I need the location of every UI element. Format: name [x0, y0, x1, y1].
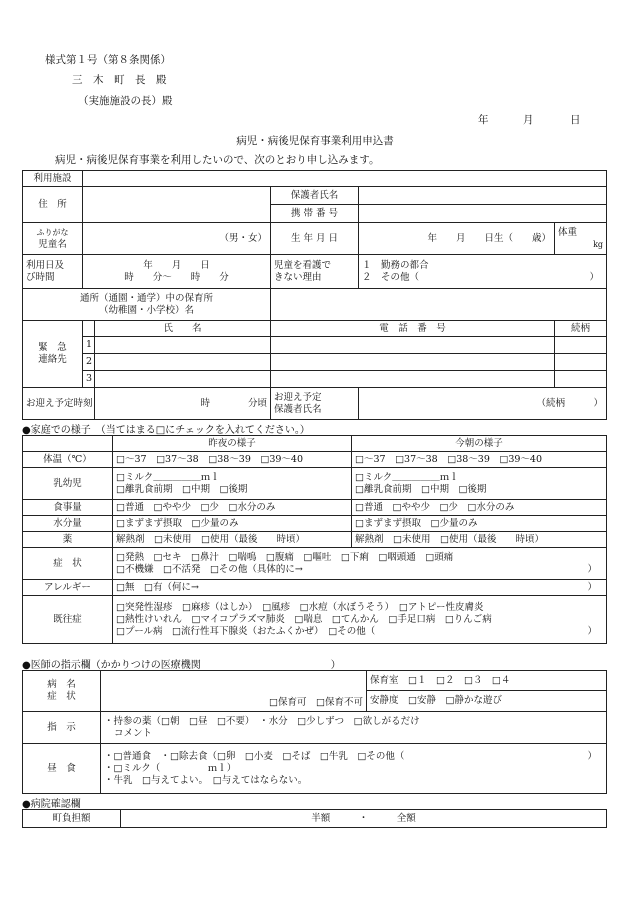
- col-this-morning: 今朝の様子: [352, 436, 607, 452]
- symptom-close-paren: ）: [587, 563, 597, 575]
- form-number: 様式第１号（第８条関係）: [45, 54, 171, 66]
- emergency-name-1[interactable]: [95, 337, 271, 354]
- facility-head: （実施施設の長）殿: [78, 95, 173, 107]
- pickup-time-label: お迎え予定時刻: [23, 388, 95, 420]
- reason-line1: 児童を看護で: [274, 259, 332, 271]
- use-time-range: 時 分～ 時 分: [124, 271, 229, 283]
- weight-unit: kg: [593, 239, 604, 249]
- symptom-label: 症 状: [23, 548, 113, 580]
- emergency-rel-1[interactable]: [555, 337, 607, 354]
- symptom-line2[interactable]: □不機嫌 □不活発 □その他（具体的に→: [116, 563, 303, 575]
- mobile-label: 携 帯 番 号: [271, 205, 359, 223]
- infant-night[interactable]: [113, 468, 352, 500]
- emergency-phone-3[interactable]: [271, 371, 555, 388]
- history-label: 既往症: [23, 596, 113, 644]
- col-phone-header: 電 話 番 号: [271, 321, 555, 337]
- rest-options[interactable]: 安静度 □安静 □静かな遊び: [370, 695, 502, 706]
- history-line2[interactable]: □熱性けいれん □マイコプラズマ肺炎 □喘息 □てんかん □手足口病 □りんご病: [116, 613, 492, 625]
- meal-options-morning[interactable]: □普通 □やや少 □少 □水分のみ: [352, 500, 607, 516]
- burden-label: 町負担額: [23, 810, 121, 828]
- water-label: 水分量: [23, 516, 113, 532]
- allergy-close-paren: ）: [587, 581, 597, 593]
- reason-option-other[interactable]: ２ その他（: [362, 271, 420, 283]
- burden-options[interactable]: 半額 ・ 全額: [121, 810, 607, 828]
- meal-label: 食事量: [23, 500, 113, 516]
- emergency-row-num: 3: [83, 371, 95, 388]
- mobile-field[interactable]: [359, 205, 607, 223]
- emergency-row-num: 2: [83, 354, 95, 371]
- instruction-field[interactable]: [101, 712, 607, 744]
- school-line2: （幼稚園・小学校）名: [98, 304, 194, 316]
- use-date-ymd: 年 月 日: [143, 259, 210, 271]
- school-label: [23, 289, 271, 321]
- use-date-line1: 利用日及: [26, 259, 65, 271]
- hospital-table: [22, 809, 607, 828]
- comment-label: コメント: [114, 727, 153, 739]
- milk-option[interactable]: □ミルク＿＿＿＿＿ｍｌ: [116, 471, 220, 483]
- lunch-line2[interactable]: ・□ミルク（ ｍｌ）: [104, 762, 237, 774]
- birth-label: 生 年 月 日: [271, 223, 359, 255]
- temp-options-night[interactable]: □～37 □37～38 □38～39 □39～40: [113, 452, 352, 468]
- weight-label: 体重: [558, 226, 578, 238]
- reason-options[interactable]: [359, 255, 607, 289]
- emergency-phone-1[interactable]: [271, 337, 555, 354]
- col-relation-header: 続柄: [555, 321, 607, 337]
- reason-option-work[interactable]: １ 勤務の都合: [362, 259, 429, 271]
- child-name-label: [23, 223, 83, 255]
- medicine-label: 薬: [23, 532, 113, 548]
- water-options-night[interactable]: □まずまず摂取 □少量のみ: [113, 516, 352, 532]
- addressee: 三 木 町 長 殿: [72, 74, 167, 86]
- medicine-options-night[interactable]: 解熱剤 □未使用 □使用（最後 時頃）: [113, 532, 352, 548]
- disease-line1: 病 名: [47, 679, 76, 690]
- doctor-table: [22, 670, 607, 794]
- lunch-label: 昼 食: [23, 744, 101, 794]
- col-name-header: 氏 名: [95, 321, 271, 337]
- application-table: [22, 170, 607, 420]
- temp-label: 体温（℃）: [23, 452, 113, 468]
- disease-field[interactable]: [101, 671, 367, 712]
- pickup-name-line2: 保護者氏名: [274, 403, 322, 415]
- lunch-line3[interactable]: ・牛乳 □与えてよい。 □与えてはならない。: [104, 774, 308, 786]
- emergency-line1: 緊 急: [38, 342, 67, 353]
- infant-label: 乳幼児: [23, 468, 113, 500]
- emergency-rel-3[interactable]: [555, 371, 607, 388]
- use-date-label: [23, 255, 83, 289]
- birth-field[interactable]: 年 月 日生（ 歳）: [359, 223, 555, 255]
- history-line1[interactable]: □突発性湿疹 □麻疹（はしか） □風疹 □水痘（水ぼうそう） □アトピー性皮膚炎: [116, 601, 484, 613]
- pickup-name-field[interactable]: （続柄 ）: [359, 388, 607, 420]
- school-field[interactable]: [271, 289, 607, 321]
- care-permission-options[interactable]: □保育可 □保育不可: [269, 697, 363, 708]
- doctor-section-title: ●医師の指示欄（かかりつけの医療機関 ）: [22, 660, 341, 671]
- history-options[interactable]: [113, 596, 607, 644]
- emergency-line2: 連絡先: [38, 354, 67, 365]
- lunch-line1[interactable]: ・□普通食 ・□除去食（□卵 □小麦 □そば □牛乳 □その他（: [104, 750, 405, 762]
- furigana-label: ふりがな: [36, 227, 69, 237]
- symptom-options[interactable]: [113, 548, 607, 580]
- facility-label: 利用施設: [23, 171, 83, 187]
- address-label: 住 所: [23, 187, 83, 223]
- pickup-name-label: [271, 388, 359, 420]
- instruction-line1[interactable]: ・持参の薬（□朝 □昼 □不要） ・水分 □少しずつ □欲しがるだけ: [104, 715, 420, 727]
- date-day: 日: [570, 114, 581, 126]
- history-line3[interactable]: □プール病 □流行性耳下腺炎（おたふくかぜ） □その他（: [116, 625, 376, 637]
- col-last-night: 昨夜の様子: [113, 436, 352, 452]
- disease-label: [23, 671, 101, 712]
- child-name-field[interactable]: [83, 223, 271, 255]
- emergency-row-num: 1: [83, 337, 95, 354]
- lunch-field[interactable]: [101, 744, 607, 794]
- reason-close-paren: ）: [589, 271, 600, 283]
- water-options-morning[interactable]: □まずまず摂取 □少量のみ: [352, 516, 607, 532]
- reason-label: [271, 255, 359, 289]
- page-title: 病児・病後児保育事業利用申込書: [236, 135, 394, 147]
- address-field[interactable]: [83, 187, 271, 223]
- allergy-choice[interactable]: □無 □有（何に→: [116, 581, 199, 593]
- room-rest-cell: [367, 671, 607, 712]
- pickup-time-field[interactable]: 時 分頃: [95, 388, 271, 420]
- date-year: 年: [478, 114, 489, 126]
- date-month: 月: [523, 114, 534, 126]
- home-corner: [23, 436, 113, 452]
- intro-text: 病児・病後児保育事業を利用したいので、次のとおり申し込みます。: [55, 154, 380, 166]
- pickup-name-line1: お迎え予定: [274, 391, 322, 403]
- instruction-label: 指 示: [23, 712, 101, 744]
- facility-field[interactable]: [83, 171, 607, 187]
- guardian-name-field[interactable]: [359, 187, 607, 205]
- child-name-text: 児童名: [38, 238, 67, 250]
- allergy-options[interactable]: [113, 580, 607, 596]
- gender-select[interactable]: （男・女）: [219, 232, 267, 244]
- home-section-title: ●家庭での様子 （当てはまる□にチェックを入れてください。）: [22, 425, 310, 436]
- weaning-options[interactable]: □離乳食前期 □中期 □後期: [116, 483, 248, 495]
- emergency-name-3[interactable]: [95, 371, 271, 388]
- room-options[interactable]: 保育室 □１ □２ □３ □４: [367, 671, 606, 691]
- medicine-options-morning[interactable]: 解熱剤 □未使用 □使用（最後 時頃）: [352, 532, 607, 548]
- temp-options-morning[interactable]: □～37 □37～38 □38～39 □39～40: [352, 452, 607, 468]
- use-date-line2: び時間: [26, 271, 55, 283]
- lunch-close-paren: ）: [587, 750, 597, 762]
- symptom-line1[interactable]: □発熱 □セキ □鼻汁 □喘鳴 □腹痛 □嘔吐 □下痢 □咽頭通 □頭痛: [116, 551, 454, 563]
- history-close-paren: ）: [587, 625, 597, 637]
- hospital-section-title: ●病院確認欄: [22, 799, 81, 810]
- emergency-name-2[interactable]: [95, 354, 271, 371]
- disease-line2: 症 状: [47, 691, 76, 702]
- home-condition-table: [22, 435, 607, 644]
- emergency-rel-2[interactable]: [555, 354, 607, 371]
- emergency-num-header: [83, 321, 95, 337]
- meal-options-night[interactable]: □普通 □やや少 □少 □水分のみ: [113, 500, 352, 516]
- emergency-phone-2[interactable]: [271, 354, 555, 371]
- weight-cell[interactable]: [555, 223, 607, 255]
- school-line1: 通所（通園・通学）中の保育所: [79, 292, 213, 304]
- guardian-name-label: 保護者氏名: [271, 187, 359, 205]
- reason-line2: きない理由: [274, 271, 322, 283]
- weaning-options[interactable]: □離乳食前期 □中期 □後期: [355, 483, 487, 495]
- milk-option[interactable]: □ミルク＿＿＿＿＿ｍｌ: [355, 471, 459, 483]
- emergency-label: [23, 321, 83, 388]
- use-date-field[interactable]: [83, 255, 271, 289]
- allergy-label: アレルギー: [23, 580, 113, 596]
- infant-morning[interactable]: [352, 468, 607, 500]
